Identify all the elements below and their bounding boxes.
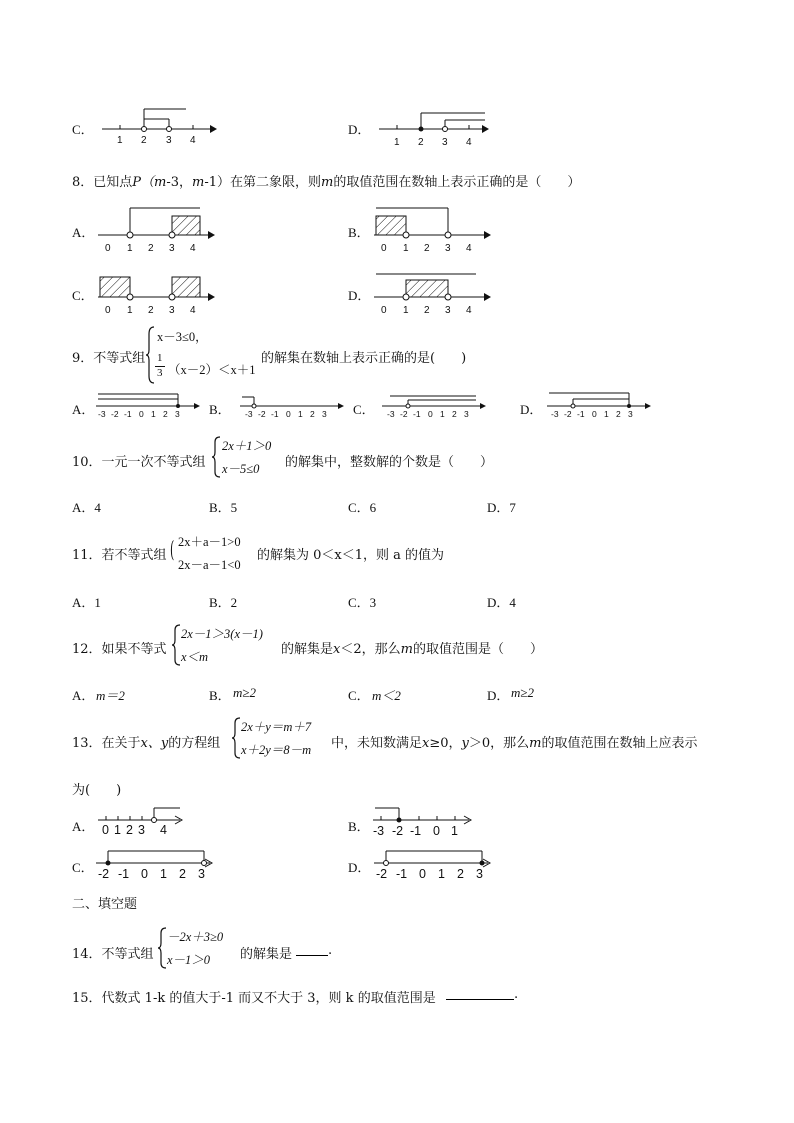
q8c-tick-3: 3 xyxy=(169,305,175,316)
q8a-tick-0: 0 xyxy=(105,243,111,254)
q7d-tick-3: 3 xyxy=(442,137,448,148)
q13c-tick-m2: -2 xyxy=(98,867,110,881)
q7c-tick-2: 2 xyxy=(141,135,147,146)
q9-option-d-label[interactable]: D． xyxy=(520,402,543,417)
q9c-tick-0: 0 xyxy=(428,409,433,419)
q13b-tick-0: 0 xyxy=(433,824,440,838)
q8d-tick-2: 2 xyxy=(424,305,430,316)
q9-frac-num: 1 xyxy=(157,352,163,364)
q13d-tick-3: 3 xyxy=(476,867,483,881)
q11-stem-start: 11．若不等式组 xyxy=(72,548,167,563)
q9a-tick-1: 1 xyxy=(151,409,156,419)
q12-var-x: x xyxy=(333,642,341,657)
q8c-tick-4: 4 xyxy=(190,305,196,316)
q13-var-x: x xyxy=(422,736,430,751)
q9d-tick-3: 3 xyxy=(628,409,633,419)
q9b-tick-m3: -3 xyxy=(245,409,253,419)
q13-option-d-numberline xyxy=(372,845,498,881)
q9-option-c-numberline xyxy=(380,388,492,424)
q8c-tick-1: 1 xyxy=(127,305,133,316)
q12-option-b-value[interactable]: m≥2 xyxy=(233,685,257,700)
q14-answer-blank[interactable] xyxy=(296,943,328,956)
q13d-tick-2: 2 xyxy=(457,867,464,881)
q13c-tick-0: 0 xyxy=(141,867,148,881)
q13a-tick-2: 2 xyxy=(126,823,133,837)
q11-option-d[interactable]: D．4 xyxy=(487,595,516,610)
q13c-tick-1: 1 xyxy=(160,867,167,881)
q11-option-b[interactable]: B．2 xyxy=(209,595,238,610)
q7-option-d-label[interactable]: D． xyxy=(348,122,371,137)
q13d-tick-m2: -2 xyxy=(376,867,388,881)
q9b-tick-0: 0 xyxy=(286,409,291,419)
q8b-tick-1: 1 xyxy=(403,243,409,254)
q13c-tick-2: 2 xyxy=(179,867,186,881)
q12-option-b-label[interactable]: B． xyxy=(209,688,231,703)
q8b-tick-3: 3 xyxy=(445,243,451,254)
q13-continuation: 为( ) xyxy=(72,783,122,798)
q13-tail-a: 中，未知数满足 xyxy=(331,736,423,751)
q9a-tick-m1: -1 xyxy=(124,409,132,419)
q8b-tick-4: 4 xyxy=(466,243,472,254)
q9a-tick-2: 2 xyxy=(163,409,168,419)
q9-option-b-numberline xyxy=(238,388,350,424)
q9c-tick-m1: -1 xyxy=(413,409,421,419)
q13-stem-b xyxy=(331,732,698,751)
q13-vars: x、y xyxy=(140,736,169,751)
q13b-tick-1: 1 xyxy=(451,824,458,838)
q12-option-a-label[interactable]: A． xyxy=(72,688,95,703)
q12-tail-a: 的解集是 xyxy=(281,642,334,657)
q13-option-b-numberline xyxy=(371,804,479,838)
q8c-tick-0: 0 xyxy=(105,305,111,316)
q7c-tick-4: 4 xyxy=(190,135,196,146)
q8-minus1: -1）在第二象限，则 xyxy=(204,175,322,190)
q13-option-c-numberline xyxy=(94,845,220,881)
q14-line2: x－1＞0 xyxy=(167,953,211,967)
q9-option-c-label[interactable]: C． xyxy=(353,402,375,417)
q12-stem-tail xyxy=(281,638,543,657)
q8-m-c: m xyxy=(321,175,334,190)
q13a-tick-0: 0 xyxy=(102,823,109,837)
q10-line1: 2x＋1＞0 xyxy=(222,439,272,453)
q9-stem-tail: 的解集在数轴上表示正确的是( ) xyxy=(261,351,467,366)
q8-minus3: -3， xyxy=(166,175,193,190)
q9-brace xyxy=(146,326,156,384)
q9a-tick-3: 3 xyxy=(175,409,180,419)
q10-option-d[interactable]: D．7 xyxy=(487,500,516,515)
q9b-tick-m1: -1 xyxy=(271,409,279,419)
q13a-tick-3: 3 xyxy=(138,823,145,837)
q9-option-a-label[interactable]: A． xyxy=(72,402,95,417)
q12-stem-start: 12．如果不等式 xyxy=(72,642,167,657)
q9a-tick-0: 0 xyxy=(139,409,144,419)
q9-line1: x－3≤0， xyxy=(157,330,208,344)
q15-answer-blank[interactable] xyxy=(446,987,514,1000)
q14-stem-start: 14．不等式组 xyxy=(72,947,154,962)
q9d-tick-m2: -2 xyxy=(564,409,572,419)
q7-option-c-label[interactable]: C． xyxy=(72,122,94,137)
q13-tail-d: 的取值范围在数轴上应表示 xyxy=(541,736,698,751)
q11-stem-tail: 的解集为 0＜x＜1，则 a 的值为 xyxy=(257,548,445,563)
q8-option-b-label[interactable]: B． xyxy=(348,225,370,240)
q9c-tick-3: 3 xyxy=(464,409,469,419)
q15-end: . xyxy=(514,987,519,1002)
q8b-tick-0: 0 xyxy=(381,243,387,254)
q13-option-c-label[interactable]: C． xyxy=(72,860,94,875)
q10-line2: x－5≤0 xyxy=(222,462,260,476)
q9a-tick-m2: -2 xyxy=(111,409,119,419)
q8-stem-tail: 的取值范围在数轴上表示正确的是（ ） xyxy=(333,175,581,190)
q9-option-b-label[interactable]: B． xyxy=(209,402,231,417)
q11-line2: 2x－a－1<0 xyxy=(178,558,241,572)
q9-line2: （x－2）＜x＋1 xyxy=(168,363,256,377)
q10-stem-start: 10．一元一次不等式组 xyxy=(72,455,206,470)
q7-option-c-numberline xyxy=(100,103,220,148)
q9b-tick-2: 2 xyxy=(310,409,315,419)
q10-option-a[interactable]: A．4 xyxy=(72,500,101,515)
q15-stem: 15．代数式 1-k 的值大于-1 而又不大于 3，则 k 的取值范围是 xyxy=(72,991,436,1006)
q8-m-a: m xyxy=(154,175,167,190)
q12-option-c-label[interactable]: C． xyxy=(348,688,370,703)
q13-tail-c: ＞0，那么 xyxy=(468,736,530,751)
q9d-tick-1: 1 xyxy=(604,409,609,419)
q12-option-c-value[interactable]: m＜2 xyxy=(372,688,401,703)
q9c-tick-2: 2 xyxy=(452,409,457,419)
q8-option-d-numberline xyxy=(372,268,497,318)
q14-stem-tail: 的解集是 xyxy=(240,947,293,962)
q8d-tick-1: 1 xyxy=(403,305,409,316)
q13b-tick-m1: -1 xyxy=(410,824,422,838)
q13d-tick-m1: -1 xyxy=(396,867,408,881)
q8a-tick-2: 2 xyxy=(148,243,154,254)
q9d-tick-0: 0 xyxy=(592,409,597,419)
q8a-tick-1: 1 xyxy=(127,243,133,254)
q13-option-b-label[interactable]: B． xyxy=(348,819,370,834)
q10-option-c[interactable]: C．6 xyxy=(348,500,377,515)
q13-stem-start: 13．在关于 xyxy=(72,736,141,751)
q7c-tick-3: 3 xyxy=(166,135,172,146)
q8-option-a-numberline xyxy=(96,206,221,256)
q9b-tick-3: 3 xyxy=(322,409,327,419)
q8b-tick-2: 2 xyxy=(424,243,430,254)
q8-option-a-label[interactable]: A． xyxy=(72,225,95,240)
q8-option-b-numberline xyxy=(372,206,497,256)
q13d-tick-0: 0 xyxy=(419,867,426,881)
q10-stem-tail: 的解集中，整数解的个数是（ ） xyxy=(285,455,494,470)
q13-line1: 2x＋y＝m＋7 xyxy=(241,720,312,734)
q13-var-m: m xyxy=(529,736,542,751)
q13-option-d-label[interactable]: D． xyxy=(348,860,371,875)
q9c-tick-m2: -2 xyxy=(400,409,408,419)
q12-tail-c: 的取值范围是（ ） xyxy=(412,642,543,657)
q8-option-c-label[interactable]: C． xyxy=(72,288,94,303)
q8-m-b: m xyxy=(192,175,205,190)
q9d-tick-m1: -1 xyxy=(577,409,585,419)
q8-stem xyxy=(72,171,580,190)
q7d-tick-4: 4 xyxy=(466,137,472,148)
q12-line1: 2x－1＞3(x－1) xyxy=(181,627,263,641)
q8d-tick-3: 3 xyxy=(445,305,451,316)
q13-var-y: y xyxy=(461,736,469,751)
q7d-tick-2: 2 xyxy=(418,137,424,148)
q7-option-d-numberline xyxy=(377,103,492,148)
q11-option-c[interactable]: C．3 xyxy=(348,595,377,610)
q12-option-d-value[interactable]: m≥2 xyxy=(511,685,535,700)
q9c-tick-1: 1 xyxy=(440,409,445,419)
q12-var-m: m xyxy=(400,642,413,657)
q8-point-p: P（ xyxy=(132,175,155,190)
q10-option-b[interactable]: B．5 xyxy=(209,500,238,515)
q13b-tick-m3: -3 xyxy=(373,824,385,838)
q9a-tick-m3: -3 xyxy=(98,409,106,419)
q8c-tick-2: 2 xyxy=(148,305,154,316)
q8d-tick-0: 0 xyxy=(381,305,387,316)
q13-option-a-label[interactable]: A． xyxy=(72,819,95,834)
q9-option-d-numberline xyxy=(545,388,657,424)
q13c-tick-3: 3 xyxy=(198,867,205,881)
q13-line2: x＋2y＝8－m xyxy=(241,743,312,757)
q9d-tick-m3: -3 xyxy=(551,409,559,419)
q12-line2: x＜m xyxy=(181,650,209,664)
q13b-tick-m2: -2 xyxy=(392,824,404,838)
q9b-tick-1: 1 xyxy=(298,409,303,419)
q9d-tick-2: 2 xyxy=(616,409,621,419)
section-title-fill-in: 二、填空题 xyxy=(72,897,138,912)
q7c-tick-1: 1 xyxy=(117,135,123,146)
q8-option-c-numberline xyxy=(96,268,221,318)
q8d-tick-4: 4 xyxy=(466,305,472,316)
q8a-tick-3: 3 xyxy=(169,243,175,254)
q11-option-a[interactable]: A．1 xyxy=(72,595,101,610)
q9-option-a-numberline xyxy=(94,388,206,424)
q12-option-d-label[interactable]: D． xyxy=(487,688,510,703)
q7d-tick-1: 1 xyxy=(394,137,400,148)
q13d-tick-1: 1 xyxy=(438,867,445,881)
q8a-tick-4: 4 xyxy=(190,243,196,254)
q11-paren-icon: ( xyxy=(170,538,175,563)
q8-option-d-label[interactable]: D． xyxy=(348,288,371,303)
q13-option-a-numberline xyxy=(96,804,191,838)
q13-stem-a xyxy=(72,732,220,751)
q9b-tick-m2: -2 xyxy=(258,409,266,419)
q10-brace xyxy=(212,436,222,478)
q11-line1: 2x＋a－1>0 xyxy=(178,535,241,549)
q13a-tick-4: 4 xyxy=(160,823,167,837)
q14-line1: －2x＋3≥0 xyxy=(167,930,224,944)
q12-option-a-value[interactable]: m＝2 xyxy=(96,688,125,703)
q12-tail-b: ＜2，那么 xyxy=(340,642,401,657)
q9c-tick-m3: -3 xyxy=(387,409,395,419)
q9-stem-start: 9．不等式组 xyxy=(72,351,146,366)
q8-stem-start: 8．已知点 xyxy=(72,175,133,190)
q13-tail-b: ≥0， xyxy=(429,736,462,751)
q13a-tick-1: 1 xyxy=(114,823,121,837)
q9-frac-den: 3 xyxy=(157,367,163,379)
q14-end: . xyxy=(328,943,333,958)
q13-stem-mid: 的方程组 xyxy=(168,736,221,751)
q13c-tick-m1: -1 xyxy=(118,867,130,881)
